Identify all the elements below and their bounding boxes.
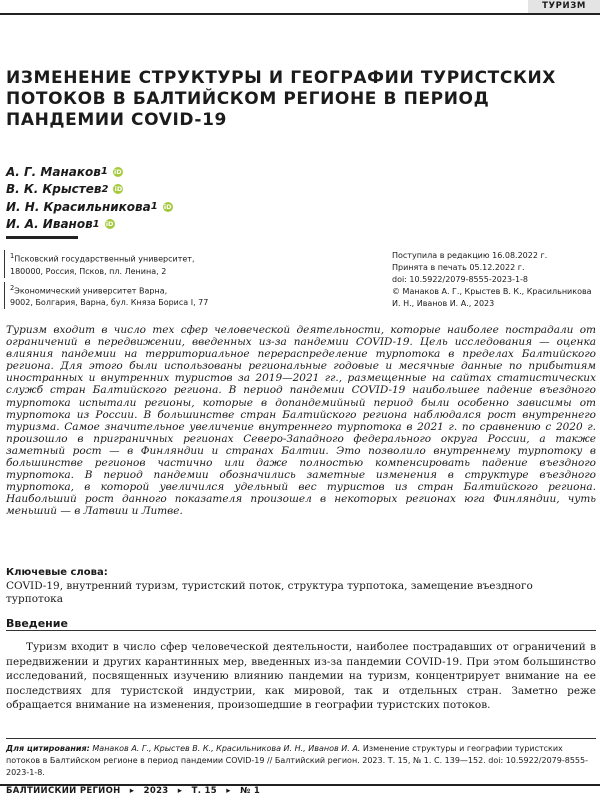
affiliation-item — [4, 250, 309, 278]
citation-authors: Манаков А. Г., Крыстев В. К., Красильникова И. Н., Иванов И. А. — [92, 744, 361, 753]
author-item — [6, 181, 173, 199]
author-item — [6, 216, 173, 234]
footer-separator-icon: ▸ — [129, 786, 135, 796]
author-affil-mark: 1 — [150, 201, 158, 213]
orcid-icon[interactable]: iD — [105, 220, 114, 229]
author-affil-mark: 1 — [100, 166, 108, 178]
doi-link[interactable]: doi: 10.5922/2079-8555-2023-1-8 — [392, 275, 529, 284]
author-affil-mark: 1 — [92, 218, 100, 230]
affiliations — [4, 250, 309, 313]
section-heading-introduction: Введение — [6, 617, 68, 630]
footer-separator-icon: ▸ — [226, 786, 231, 796]
author-name: И. Н. Красильникова — [6, 199, 151, 214]
footer-separator-icon: ▸ — [177, 786, 183, 796]
citation-rule — [6, 738, 596, 739]
introduction-paragraph: Туризм входит в число сфер человеческой деятельности, наиболее пострадавших от ограничений в передвижении и других карантинных мер, введенных из-за пандемии COVID-19. При этом большинство исследований, посвященных изучению влиянию пандемии на туризм, концентрирует внимание на ее последствиях для туристской индустрии, как мировой, так и отдельных стран. Заметно реже обращается внимание на изменения, произошедшие в географии туристских потоков. — [6, 641, 596, 711]
abstract: Туризм входит в число тех сфер человеческой деятельности, которые наиболее пострадали от ограничений в передвижении, введенных из-за пандемии COVID-19. Цель исследования — оценка влияния пандемии на территориальное перераспределение турпотока в пределах Балтийского региона. Для этого были использованы региональные годовые и месячные данные по прибытиям иностранных и внутренних туристов за 2019—2021 гг., размещенные на сайтах статистических служб стран Балтийского региона. В период пандемии COVID-19 наибольшее падение въездного турпотока испытали регионы, которые в допандемийный период были особенно зависимы от турпотока из России. В большинстве стран Балтийского региона наблюдался рост внутреннего туризма. Самое значительное увеличение внутреннего турпотока в 2021 г. по сравнению с 2020 г. произошло в приграничных регионах Северо-Западного федерального округа России, а также заметный рост — в Финляндии и странах Балтии. Это позволило внутреннему турпотоку в большинстве регионов частично или даже полностью компенсировать падение въездного турпотока. В период пандемии обозначились заметные изменения в структуре въездного турпотока, в которой увеличился удельный вес туристов из стран Балтийского региона. Наибольший рост данного показателя произошел в некоторых регионах юга Финляндии, чуть меньший — в Латвии и Литве. — [6, 324, 596, 518]
article-title: ИЗМЕНЕНИЕ СТРУКТУРЫ И ГЕОГРАФИИ ТУРИСТСКИХ ПОТОКОВ В БАЛТИЙСКОМ РЕГИОНЕ В ПЕРИОД ПАНДЕМИИ COVID-19 — [6, 68, 556, 130]
author-affil-mark: 2 — [101, 183, 109, 195]
affiliation-mark: 2 — [10, 283, 15, 292]
footer-volume: Т. 15 — [191, 786, 217, 796]
footer-issue: № 1 — [240, 786, 261, 796]
keywords-heading: Ключевые слова: — [6, 567, 108, 578]
received-date: Поступила в редакцию 16.08.2022 г. — [392, 251, 548, 260]
publication-dates — [392, 250, 597, 310]
section-tag: ТУРИЗМ — [528, 0, 600, 13]
citation — [6, 743, 596, 779]
copyright-note: © Манаков А. Г., Крыстев В. К., Красильникова И. Н., Иванов И. А., 2023 — [392, 287, 592, 308]
footer-journal: БАЛТИЙСКИЙ РЕГИОН — [6, 786, 121, 796]
affiliation-item — [4, 282, 309, 310]
citation-label: Для цитирования: — [6, 744, 90, 753]
affiliation-line: 9002, Болгария, Варна, бул. Княза Бориса I, 77 — [10, 298, 209, 308]
affiliation-line: Экономический университет Варна, — [14, 286, 168, 296]
accepted-date: Принята в печать 05.12.2022 г. — [392, 263, 525, 272]
author-item — [6, 198, 173, 216]
authors-rule — [6, 236, 78, 239]
affiliation-line: Псковский государственный университет, — [14, 254, 195, 264]
author-name: И. А. Иванов — [6, 217, 93, 232]
footer-year: 2023 — [143, 786, 169, 796]
orcid-icon[interactable]: iD — [113, 167, 122, 176]
author-list — [6, 163, 173, 233]
orcid-icon[interactable]: iD — [163, 202, 172, 211]
citation-text: Изменение структуры и географии туристских потоков в Балтийском регионе в период пандемии COVID-19 // Балтийский регион. 2023. Т. 15, № 1. С. 139—152. doi: 10.5922/2079-8555-2023-1-8. — [6, 744, 588, 777]
journal-footer — [6, 786, 260, 796]
keywords: COVID-19, внутренний туризм, туристский поток, структура турпотока, замещение въездного турпотока — [6, 580, 533, 605]
author-name: В. К. Крыстев — [6, 182, 102, 197]
author-item — [6, 163, 173, 181]
affiliation-mark: 1 — [10, 252, 15, 260]
orcid-icon[interactable]: iD — [114, 185, 123, 194]
author-name: А. Г. Манаков — [6, 164, 101, 179]
affiliation-line: 180000, Россия, Псков, пл. Ленина, 2 — [10, 266, 167, 276]
top-rule — [0, 13, 600, 15]
section-rule — [6, 630, 596, 631]
